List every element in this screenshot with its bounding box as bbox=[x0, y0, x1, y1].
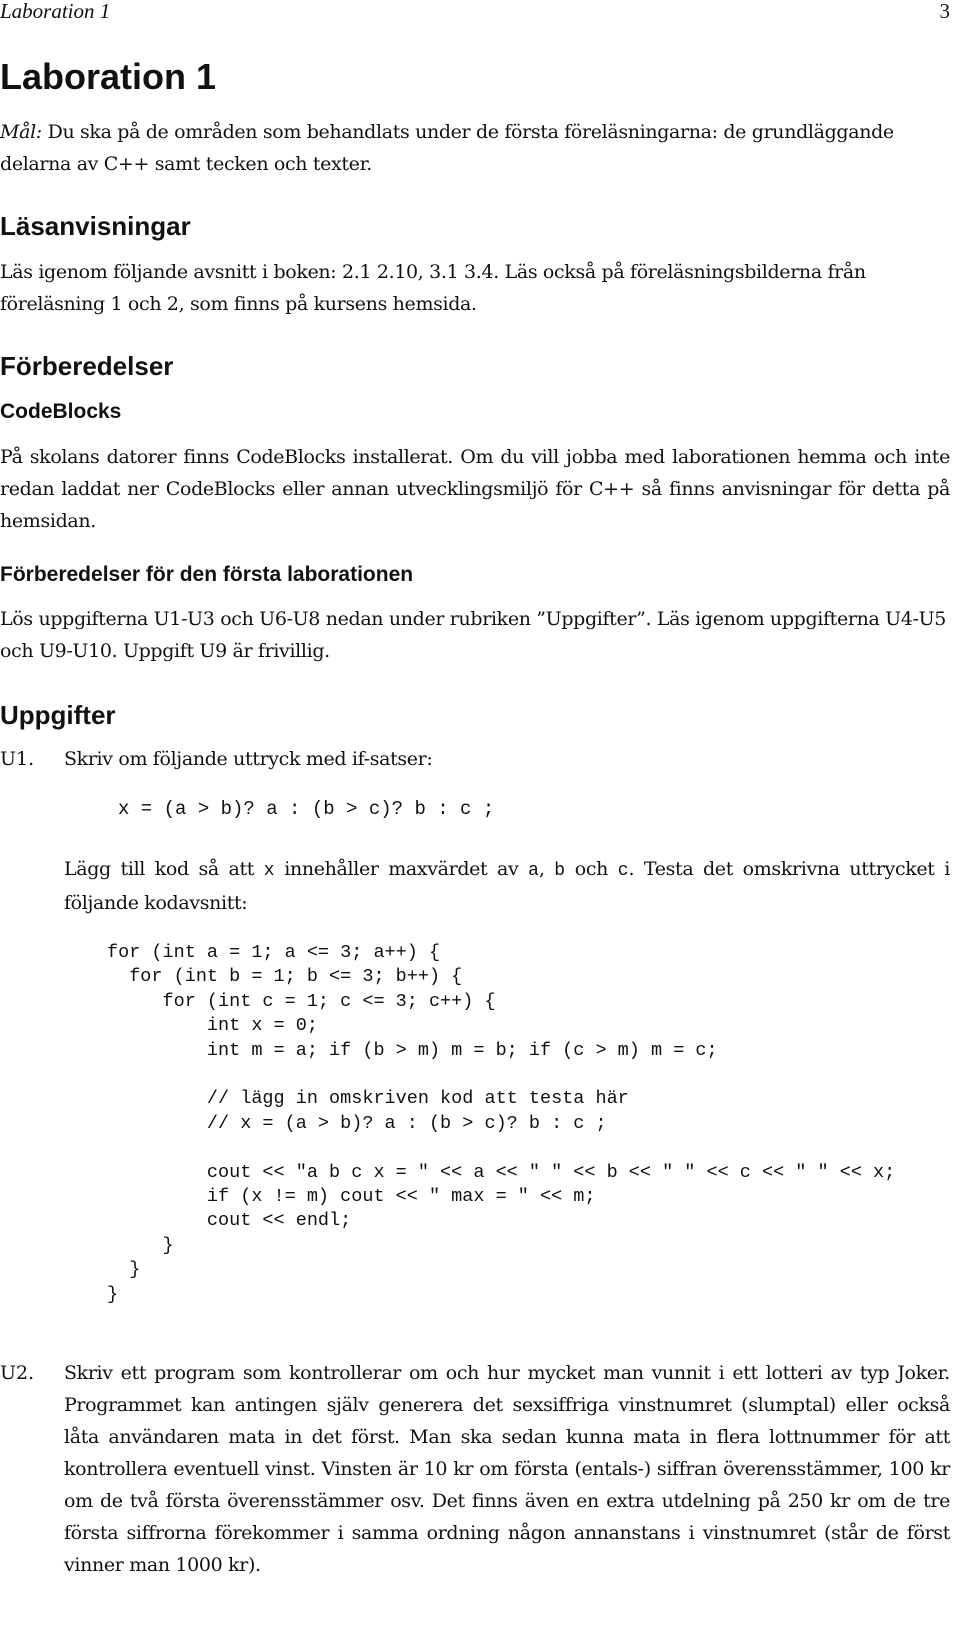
page-number: 3 bbox=[939, 0, 950, 23]
goal-text: Du ska på de områden som behandlats under de första föreläsningarna: de grundläggande delarna av C++ samt tecken och texter. bbox=[0, 121, 894, 175]
chapter-title: Laboration 1 bbox=[0, 56, 217, 97]
u1-text-2: innehåller maxvärdet av bbox=[274, 858, 529, 880]
running-head-title: Laboration 1 bbox=[0, 0, 111, 23]
u1-text-5: . Testa det omskrivna uttrycket i följande kodavsnitt: bbox=[64, 858, 950, 914]
u1-expression: x = (a > b)? a : (b > c)? b : c ; bbox=[118, 798, 495, 820]
task-u2-text: Skriv ett program som kontrollerar om och hur mycket man vunnit i ett lotteri av typ Joker. Programmet kan antingen själv generera det sexsiffriga vinstnumret (slumptal) eller också låta användaren mata in det först. Man ska sedan kunna mata in flera lottnummer för att kontrollera eventuell vinst. Vinsten är 10 kr om första (entals-) siffran överensstämmer, 100 kr om de två första överensstämmer osv. Det finns även en extra utdelning på 250 kr om de tre första siffrorna förekommer i samma ordning någon annanstans i vinstnumret (står de först vinner man 1000 kr). bbox=[64, 1362, 950, 1576]
code-var-b: b bbox=[554, 861, 566, 881]
first-lab-heading: Förberedelser för den första laborationen bbox=[0, 563, 414, 586]
reading-heading: Läsanvisningar bbox=[0, 211, 191, 241]
task-u2-number: U2. bbox=[0, 1362, 35, 1384]
u1-text-4: och bbox=[565, 858, 618, 880]
task-u1-instructions bbox=[64, 853, 950, 919]
reading-text: Läs igenom följande avsnitt i boken: 2.1 2.10, 3.1 3.4. Läs också på föreläsningsbilderna från föreläsning 1 och 2, som finns på kursens hemsida. bbox=[0, 261, 866, 315]
task-u1-number: U1. bbox=[0, 748, 35, 770]
u1-text-1: Lägg till kod så att bbox=[64, 858, 264, 880]
running-head bbox=[0, 0, 950, 22]
u1-text-3: , bbox=[538, 858, 555, 880]
goal-label: Mål: bbox=[0, 121, 42, 143]
tasks-heading: Uppgifter bbox=[0, 700, 116, 730]
code-var-a: a bbox=[528, 861, 539, 881]
first-lab-text: Lös uppgifterna U1-U3 och U6-U8 nedan under rubriken ”Uppgifter”. Läs igenom uppgifterna U4-U5 och U9-U10. Uppgift U9 är frivillig. bbox=[0, 608, 946, 662]
code-var-c: c bbox=[617, 861, 629, 881]
task-u1-intro: Skriv om följande uttryck med if-satser: bbox=[64, 748, 433, 770]
goal-paragraph bbox=[0, 116, 950, 180]
preparations-heading: Förberedelser bbox=[0, 351, 174, 381]
codeblocks-text: På skolans datorer finns CodeBlocks installerat. Om du vill jobba med laborationen hemma och inte redan laddat ner CodeBlocks eller annan utvecklingsmiljö för C++ så finns anvisningar för detta på hemsidan. bbox=[0, 446, 950, 532]
code-var-x: x bbox=[263, 861, 275, 881]
codeblocks-heading: CodeBlocks bbox=[0, 400, 122, 423]
u1-code-block: for (int a = 1; a <= 3; a++) { for (int b = 1; b <= 3; b++) { for (int c = 1; c <= 3; c++) { int x = 0; int m = a; if (b > m) m = b; if (c > m) m = c; // lägg in omskriven kod att testa här // x = (a > b)? a : (b > c)? b : c ; cout << "a b c x = " << a << " " << b << " " << c << " " << x; if (x != m) cout << " max = " << m; cout << endl; } } } bbox=[107, 942, 896, 1305]
